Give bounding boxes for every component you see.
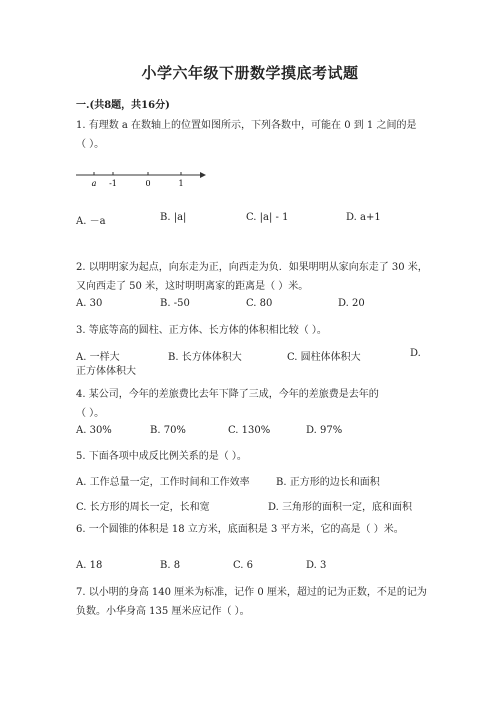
q5-option-a: A. 工作总量一定，工作时间和工作效率 (76, 477, 250, 488)
q5-option-d: D. 三角形的面积一定，底和面积 (268, 502, 413, 513)
section-heading: 一.(共8题，共16分) (76, 100, 170, 111)
number-line-diagram (76, 168, 206, 190)
page-title: 小学六年级下册数学摸底考试题 (141, 64, 359, 82)
q1-option-d: D. a+1 (346, 212, 381, 223)
q1-option-a: A. －a (76, 216, 106, 227)
q5-option-b: B. 正方形的边长和面积 (276, 477, 380, 488)
question-5 (76, 447, 428, 466)
q6-option-d: D. 3 (306, 560, 327, 571)
q1-option-b: B. |a| (160, 212, 187, 223)
q4-option-b: B. 70% (150, 425, 186, 436)
q5-option-c: C. 长方形的周长一定，长和宽 (76, 502, 210, 513)
question-7 (76, 583, 428, 621)
question-2 (76, 258, 428, 296)
question-1-stem-line2: （ ）。 (76, 139, 105, 150)
label-one: 1 (178, 179, 184, 188)
question-3-stem: 3. 等底等高的圆柱、正方体、长方体的体积相比较（ ）。 (76, 325, 327, 336)
q2-option-b: B. -50 (160, 298, 190, 309)
q4-option-a: A. 30% (76, 425, 112, 436)
q3-option-c: C. 圆柱体体积大 (287, 352, 361, 363)
question-6 (76, 520, 428, 539)
q4-option-d: D. 97% (306, 425, 343, 436)
question-2-stem-line1: 2. 以明明家为起点，向东走为正，向西走为负．如果明明从家向东走了 30 米， (76, 262, 428, 273)
question-6-stem: 6. 一个圆锥的体积是 18 立方米，底面积是 3 平方米，它的高是（ ）米。 (76, 524, 404, 535)
label-zero: 0 (145, 179, 151, 188)
q2-option-c: C. 80 (246, 298, 273, 309)
question-1-stem-line1: 1. 有理数 a 在数轴上的位置如图所示，下列各数中，可能在 0 到 1 之间的是 (76, 120, 417, 131)
q4-option-c: C. 130% (228, 425, 271, 436)
number-line-arrow-icon (200, 172, 206, 178)
question-1 (76, 116, 428, 154)
label-a: a (91, 179, 97, 188)
question-4 (76, 385, 428, 423)
q3-option-b: B. 长方体体积大 (168, 352, 242, 363)
q2-option-a: A. 30 (76, 298, 103, 309)
question-7-stem-line2: 负数。小华身高 135 厘米应记作（ ）。 (76, 606, 250, 617)
question-7-stem-line1: 7. 以小明的身高 140 厘米为标准，记作 0 厘米，超过的记为正数，不足的记为 (76, 587, 427, 598)
q3-option-d-text: 正方体体积大 (76, 366, 136, 377)
q6-option-c: C. 6 (233, 560, 254, 571)
q6-option-a: A. 18 (76, 560, 103, 571)
q2-option-d: D. 20 (338, 298, 365, 309)
question-5-stem: 5. 下面各项中成反比例关系的是（ ）。 (76, 451, 247, 462)
q3-option-d: D. (410, 348, 421, 359)
question-4-stem-line2: （ ）。 (76, 408, 105, 419)
question-2-stem-line2: 又向西走了 50 米，这时明明离家的距离是（ ）米。 (76, 281, 309, 292)
q6-option-b: B. 8 (160, 560, 181, 571)
q3-option-a: A. 一样大 (76, 352, 120, 363)
question-3 (76, 321, 428, 340)
question-4-stem-line1: 4. 某公司，今年的差旅费比去年下降了三成，今年的差旅费是去年的 (76, 389, 379, 400)
q1-option-c: C. |a| - 1 (246, 212, 289, 223)
label-minus-one: -1 (109, 179, 117, 188)
